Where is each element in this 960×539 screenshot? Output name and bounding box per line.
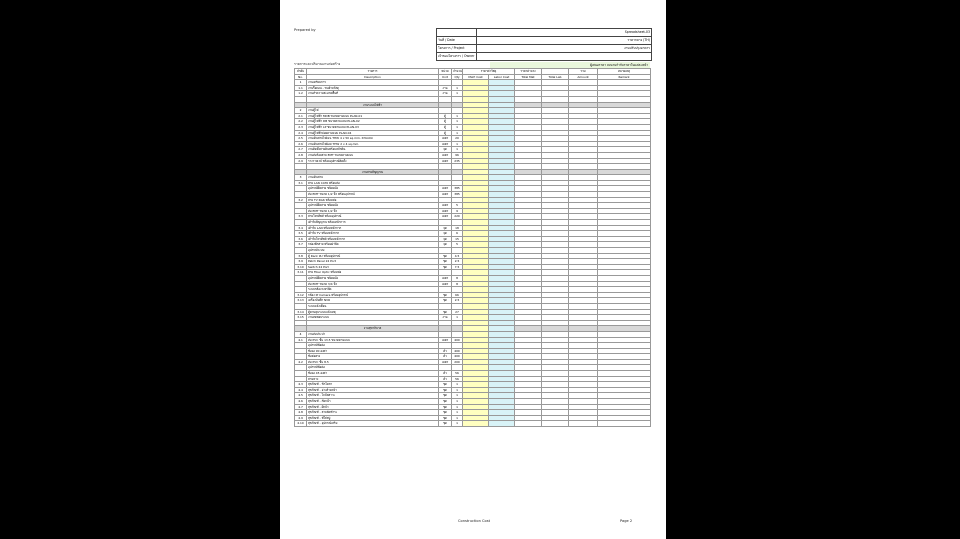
cell-unit: เมตร xyxy=(439,337,452,343)
cell-unit: เมตร xyxy=(439,275,452,281)
cell-qty: 1 xyxy=(452,382,463,388)
cell-qty: 235 xyxy=(452,158,463,164)
cell-unit: เมตร xyxy=(439,158,452,164)
cell-desc: อุปกรณ์ยึดสาย ชนิดผนัง xyxy=(307,186,439,192)
cell-desc: Patch Panel 24 Port xyxy=(307,259,439,265)
cell-desc: ข้องอ 90 องศา xyxy=(307,348,439,354)
footer-title: Construction Cost xyxy=(458,519,491,523)
cell-qty: 1 xyxy=(452,421,463,427)
cell-no: 3.7 xyxy=(295,242,307,248)
col-header: Labor Cost xyxy=(489,74,515,80)
cell-desc: เต้ารับโทรศัพท์ พร้อมหน้ากาก xyxy=(307,236,439,242)
cell-unit: เมตร xyxy=(439,281,452,287)
table-row xyxy=(295,421,651,427)
cell-unit: เมตร xyxy=(439,186,452,192)
cell-no: 4.6 xyxy=(295,399,307,405)
cell-desc: งานสายสัญญาณ xyxy=(307,169,439,175)
cell-empty xyxy=(515,421,542,427)
cell-no: 4 xyxy=(295,331,307,337)
col-header: Remark xyxy=(598,74,651,80)
meta-row xyxy=(437,45,651,53)
cell-unit: ชุด xyxy=(439,309,452,315)
page-number: Page 2 xyxy=(620,519,633,523)
cell-desc: อุปกรณ์ข้อต่อ xyxy=(307,343,439,349)
cell-no: 2.7 xyxy=(295,147,307,153)
cell-desc: สุขภัณฑ์ - ที่ใส่สบู่ xyxy=(307,415,439,421)
cell-desc: สาย LAN CAT6 พร้อมท่อ xyxy=(307,180,439,186)
cell-desc: สายโทรศัพท์ พร้อมอุปกรณ์ xyxy=(307,214,439,220)
cell-unit: เมตร xyxy=(439,152,452,158)
cell-unit: เมตร xyxy=(439,359,452,365)
cell-qty: 1 xyxy=(452,147,463,153)
cell-unit: เมตร xyxy=(439,136,452,142)
cell-no: 3.15 xyxy=(295,315,307,321)
cell-qty: 1 xyxy=(452,141,463,147)
cell-unit: จุด xyxy=(439,236,452,242)
meta-value: ราคากลาง (TH) xyxy=(627,38,650,42)
col-header: หมายเหตุ xyxy=(598,69,651,75)
cell-no: 3.12 xyxy=(295,292,307,298)
cell-no: 4.5 xyxy=(295,393,307,399)
cell-no: 2.1 xyxy=(295,113,307,119)
cell-desc: ตู้ควบคุมระบบแจ้งเหตุ xyxy=(307,309,439,315)
cell-unit: ชุด xyxy=(439,253,452,259)
cell-desc: ท่อ EMT ขนาด 3/4 นิ้ว xyxy=(307,281,439,287)
cell-no: 3.9 xyxy=(295,259,307,265)
cell-desc: สาย Fiber Optic พร้อมท่อ xyxy=(307,270,439,276)
page-id: Spreadsheet-03 xyxy=(624,30,650,34)
meta-key: วันที่ / Date xyxy=(437,37,477,44)
cell-desc: เต้ารับ TV พร้อมหน้ากาก xyxy=(307,231,439,237)
cell-no: 3.6 xyxy=(295,236,307,242)
cell-desc: งานตู้ไฟฟ้า DB ขนาดตามแบบ PLAN-02 xyxy=(307,119,439,125)
cell-qty: 15 xyxy=(452,236,463,242)
cell-qty: 96 xyxy=(452,152,463,158)
cell-desc: อุปกรณ์ยึดสาย ชนิดผนัง xyxy=(307,275,439,281)
col-header: Total Lab xyxy=(542,74,569,80)
cell-desc: งานตู้ไฟฟ้า LP ขนาดตามแบบ PLAN-03 xyxy=(307,124,439,130)
cell-no: 1.1 xyxy=(295,85,307,91)
cell-desc: กล่องพักสาย พร้อมฝาปิด xyxy=(307,242,439,248)
cell-no: 4.4 xyxy=(295,387,307,393)
cell-desc: งานท่อร้อยสาย EMT ขนาดตามแบบ xyxy=(307,152,439,158)
cell-unit: เมตร xyxy=(439,208,452,214)
cell-no: 3.1 xyxy=(295,180,307,186)
cell-unit: จุด xyxy=(439,231,452,237)
col-header: Qty xyxy=(452,74,463,80)
cell-empty xyxy=(569,421,598,427)
cell-unit: ตู้ xyxy=(439,124,452,130)
cell-unit: ชุด xyxy=(439,264,452,270)
cell-qty: 1 xyxy=(452,415,463,421)
cell-unit: ตัว xyxy=(439,348,452,354)
table-caption: รายการและปริมาณงานก่อสร้าง xyxy=(294,62,341,66)
cell-no: 3.2 xyxy=(295,197,307,203)
cell-unit: งาน xyxy=(439,315,452,321)
cell-no: 3.4 xyxy=(295,225,307,231)
col-header: Total Mat xyxy=(515,74,542,80)
cell-no: 3 xyxy=(295,175,307,181)
cell-empty xyxy=(463,421,489,427)
cell-qty: 5 xyxy=(452,203,463,209)
bidder-note: ผู้เสนอราคา ลงนามกำกับราคาในแต่ละหน้า xyxy=(490,62,650,68)
cell-unit: จุด xyxy=(439,225,452,231)
cell-desc: งานติดตั้งสายดินพร้อมหลักดิน xyxy=(307,147,439,153)
cell-qty: 20 xyxy=(452,136,463,142)
cell-desc: สุขภัณฑ์ - อ่างล้างหน้า xyxy=(307,387,439,393)
cell-desc: งานเดินสาย xyxy=(307,175,439,181)
meta-row xyxy=(437,37,651,45)
cell-unit: ชุด xyxy=(439,259,452,265)
cell-no: 4.10 xyxy=(295,421,307,427)
cell-qty: 1 xyxy=(452,399,463,405)
col-header: ราคาค่าวัสดุ xyxy=(463,69,515,75)
meta-value xyxy=(477,53,651,60)
cell-desc: กล้อง IP Camera พร้อมอุปกรณ์ xyxy=(307,292,439,298)
cell-qty: 56 xyxy=(452,371,463,377)
cell-empty xyxy=(542,421,569,427)
cell-qty: 7.5 xyxy=(452,264,463,270)
cell-qty: 220 xyxy=(452,214,463,220)
table-body xyxy=(295,80,651,427)
cell-qty: 2.5 xyxy=(452,259,463,265)
cell-no: 3.13 xyxy=(295,298,307,304)
cell-desc: สุขภัณฑ์ - โถปัสสาวะ xyxy=(307,393,439,399)
cell-qty: 18 xyxy=(452,225,463,231)
cell-no: 2.6 xyxy=(295,141,307,147)
meta-key: โครงการ / Project xyxy=(437,45,477,52)
cell-desc: เต้ารับสัญญาณ พร้อมหน้ากาก xyxy=(307,220,439,226)
page-id-row xyxy=(437,29,651,37)
cell-desc: ระบบกล้องวงจรปิด xyxy=(307,287,439,293)
meta-value: งานปรับปรุงอาคาร xyxy=(624,46,650,50)
cell-desc: ระบบแจ้งเตือน xyxy=(307,303,439,309)
cell-unit: เมตร xyxy=(439,192,452,198)
cell-no: 2 xyxy=(295,108,307,114)
cell-desc: สุขภัณฑ์ - สายฉีดชำระ xyxy=(307,410,439,416)
cell-qty: 400 xyxy=(452,337,463,343)
cell-unit: ตัว xyxy=(439,376,452,382)
cell-no: 4.1 xyxy=(295,337,307,343)
cell-unit: เมตร xyxy=(439,141,452,147)
cell-desc: งานระบบไฟฟ้า xyxy=(307,102,439,108)
cell-desc: สุขภัณฑ์ - อุปกรณ์เสริม xyxy=(307,421,439,427)
cell-qty: 400 xyxy=(452,354,463,360)
col-header: หน่วย xyxy=(439,69,452,75)
cell-no: 2.5 xyxy=(295,136,307,142)
cell-desc: อุปกรณ์ระบบ xyxy=(307,248,439,254)
cell-unit: ชุด xyxy=(439,298,452,304)
cell-qty: 1 xyxy=(452,315,463,321)
cell-no: 1.2 xyxy=(295,91,307,97)
cell-no: 4.2 xyxy=(295,359,307,365)
cell-no: 4.7 xyxy=(295,404,307,410)
cell-desc: งานตู้ไฟ xyxy=(307,108,439,114)
cell-no: 3.3 xyxy=(295,214,307,220)
cell-no: 3.8 xyxy=(295,253,307,259)
col-header: Mat'l Cost xyxy=(463,74,489,80)
cell-qty: 4.5 xyxy=(452,253,463,259)
cell-no: 4.3 xyxy=(295,382,307,388)
cell-qty: 8 xyxy=(452,275,463,281)
cell-unit: เมตร xyxy=(439,214,452,220)
prepared-by-label: Prepared by xyxy=(294,28,316,32)
cell-desc: งานทดสอบระบบ xyxy=(307,315,439,321)
cell-qty: 56 xyxy=(452,376,463,382)
cell-desc: Switch 24 Port xyxy=(307,264,439,270)
col-header: No. xyxy=(295,74,307,80)
cell-desc: เต้ารับ LAN พร้อมหน้ากาก xyxy=(307,225,439,231)
col-header: รายการ xyxy=(307,69,439,75)
cell-qty: 5 xyxy=(452,242,463,248)
cell-qty: 66 xyxy=(452,292,463,298)
cell-qty: 1 xyxy=(452,91,463,97)
cell-desc: สามทาง xyxy=(307,376,439,382)
cell-desc: เครื่องบันทึก NVR xyxy=(307,298,439,304)
cell-unit: ตู้ xyxy=(439,113,452,119)
cell-unit: จุด xyxy=(439,242,452,248)
col-header: ราคาค่าแรง xyxy=(515,69,542,75)
cell-desc: สุขภัณฑ์ - ก๊อกน้ำ xyxy=(307,399,439,405)
project-info-box xyxy=(436,28,652,61)
cell-desc: ข้อต่อตรง xyxy=(307,354,439,360)
cell-qty: 1 xyxy=(452,387,463,393)
cell-desc: งานเดินสายไฟย่อย THW 2 x 4 sq.mm. xyxy=(307,141,439,147)
cell-desc: งานเตรียมการ xyxy=(307,80,439,86)
cell-no: 4.8 xyxy=(295,410,307,416)
cell-desc: สุขภัณฑ์ - ชักโครก xyxy=(307,382,439,388)
cell-qty: 1 xyxy=(452,410,463,416)
cell-unit: ชุด xyxy=(439,404,452,410)
cell-desc: งานสุขาภิบาล xyxy=(307,326,439,332)
cell-qty: 27 xyxy=(452,309,463,315)
cell-desc: อุปกรณ์ยึดสาย ชนิดผนัง xyxy=(307,203,439,209)
cell-desc: งานท่อประปา xyxy=(307,331,439,337)
cell-empty xyxy=(598,421,651,427)
cell-desc: ท่อ PVC ชั้น 8.5 xyxy=(307,359,439,365)
cell-no: 2.9 xyxy=(295,158,307,164)
col-header: Description xyxy=(307,74,439,80)
cell-qty: 1 xyxy=(452,124,463,130)
cell-no: 2.8 xyxy=(295,152,307,158)
cell-qty: 1 xyxy=(452,393,463,399)
cell-unit: งาน xyxy=(439,91,452,97)
cell-qty: 1 xyxy=(452,404,463,410)
meta-row xyxy=(437,53,651,60)
cell-no: 2.2 xyxy=(295,119,307,125)
cell-desc: ตู้ Rack 9U พร้อมอุปกรณ์ xyxy=(307,253,439,259)
cell-unit: ชุด xyxy=(439,410,452,416)
cell-unit: ตู้ xyxy=(439,119,452,125)
cell-no: 1 xyxy=(295,80,307,86)
cell-qty: 6 xyxy=(452,231,463,237)
cell-qty: 1 xyxy=(452,113,463,119)
meta-key: เจ้าของโครงการ / Owner xyxy=(437,53,477,60)
cell-unit: ชุด xyxy=(439,421,452,427)
cell-unit: ชุด xyxy=(439,393,452,399)
cell-desc: ข้องอ 45 องศา xyxy=(307,371,439,377)
cell-empty xyxy=(489,421,515,427)
cell-desc: อุปกรณ์ข้อต่อ xyxy=(307,365,439,371)
cell-unit: ชุด xyxy=(439,415,452,421)
cell-unit: งาน xyxy=(439,85,452,91)
cell-desc: ท่อ PVC ชั้น 13.5 ขนาดตามแบบ xyxy=(307,337,439,343)
cell-unit: ชุด xyxy=(439,399,452,405)
cell-unit: ชุด xyxy=(439,382,452,388)
cell-qty: 200 xyxy=(452,359,463,365)
cell-qty: 1 xyxy=(452,130,463,136)
cell-no: 3.5 xyxy=(295,231,307,237)
col-header: ลำดับ xyxy=(295,69,307,75)
cell-no: 2.3 xyxy=(295,124,307,130)
col-header: Unit xyxy=(439,74,452,80)
cell-desc: งานรื้อถอน - ขนย้ายวัสดุ xyxy=(307,85,439,91)
cell-desc: ท่อ EMT ขนาด 1/2 นิ้ว พร้อมอุปกรณ์ xyxy=(307,192,439,198)
cell-desc: ท่อ EMT ขนาด 1/2 นิ้ว xyxy=(307,208,439,214)
cell-unit: ตู้ xyxy=(439,130,452,136)
cell-unit: เมตร xyxy=(439,203,452,209)
cell-unit: ชุด xyxy=(439,292,452,298)
cell-no: 2.4 xyxy=(295,130,307,136)
col-header: จำนวน xyxy=(453,69,462,73)
cell-no: 3.11 xyxy=(295,270,307,276)
cell-unit: จุด xyxy=(439,147,452,153)
cell-desc: งานตู้ไฟฟ้า MDB ขนาดตามแบบ PLAN-01 xyxy=(307,113,439,119)
col-header: Amount xyxy=(569,74,598,80)
cell-desc: งานตู้ไฟฟ้าย่อยตามแบบ PLAN-04 xyxy=(307,130,439,136)
cell-desc: สาย TV RG6 พร้อมท่อ xyxy=(307,197,439,203)
cell-desc: งานทำความสะอาดพื้นที่ xyxy=(307,91,439,97)
cell-qty: 1 xyxy=(452,85,463,91)
document-page xyxy=(280,0,666,539)
cell-qty: 385 xyxy=(452,186,463,192)
cell-qty: 9 xyxy=(452,208,463,214)
cell-no: 4.9 xyxy=(295,415,307,421)
cell-qty: 8 xyxy=(452,281,463,287)
bill-of-quantities-table xyxy=(294,68,651,427)
cell-desc: สุขภัณฑ์ - ฝักบัว xyxy=(307,404,439,410)
cell-no: 3.14 xyxy=(295,309,307,315)
cell-qty: 2.5 xyxy=(452,298,463,304)
cell-unit: ตัว xyxy=(439,354,452,360)
cell-no: 3.10 xyxy=(295,264,307,270)
cell-qty: 1 xyxy=(452,119,463,125)
cell-qty: 400 xyxy=(452,348,463,354)
cell-qty: 385 xyxy=(452,192,463,198)
cell-unit: ตัว xyxy=(439,371,452,377)
cell-unit: ชุด xyxy=(439,387,452,393)
col-header: รวม xyxy=(569,69,598,75)
cell-desc: งานเดินสายไฟเมน THW 4 x 50 sq.mm. ตามแบบ xyxy=(307,136,439,142)
cell-desc: รางวายเวย์ พร้อมอุปกรณ์ติดตั้ง xyxy=(307,158,439,164)
